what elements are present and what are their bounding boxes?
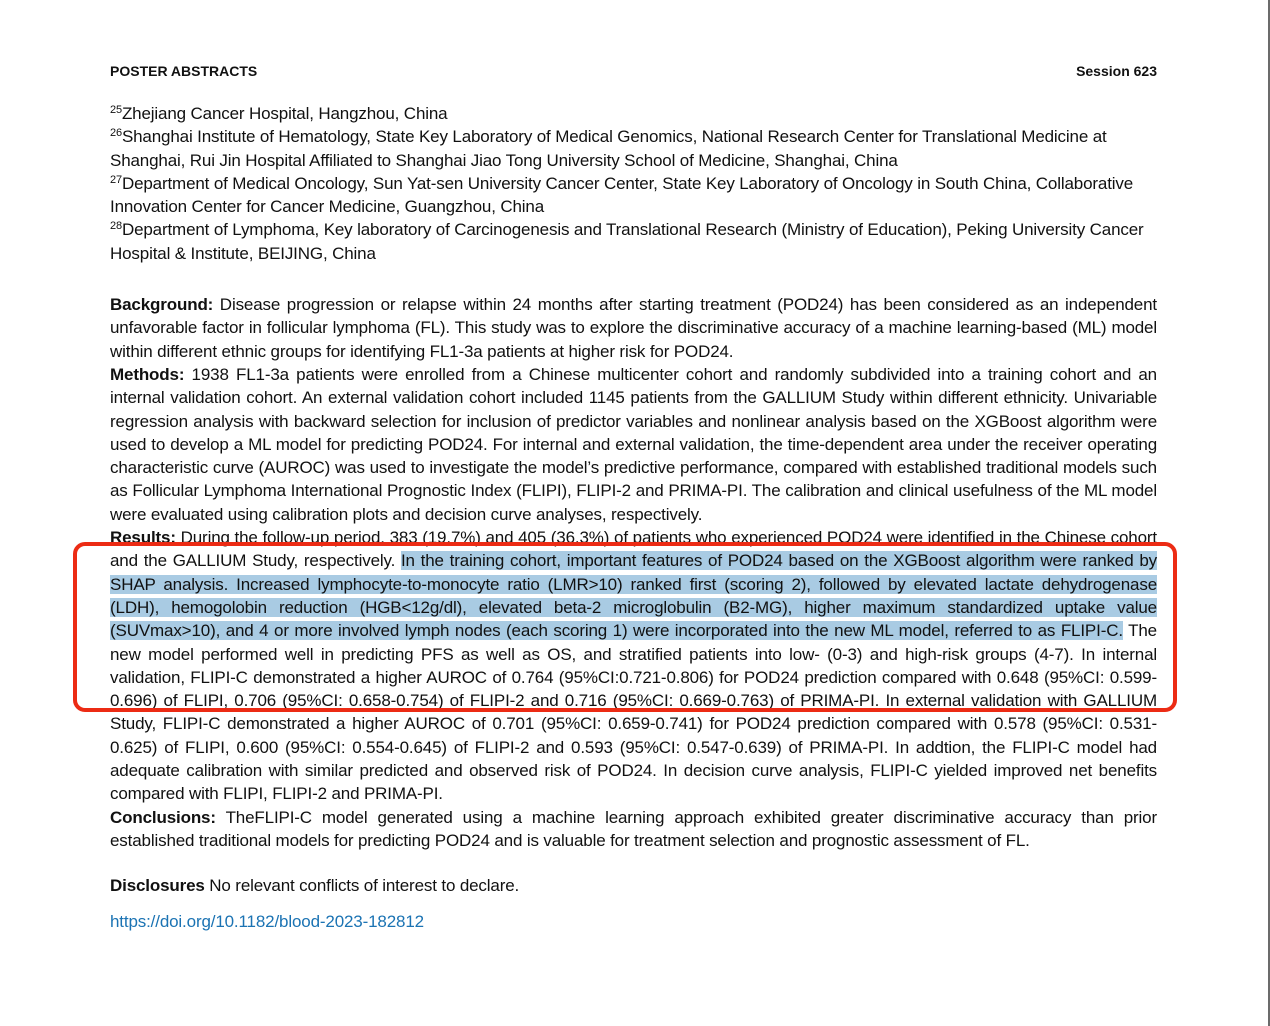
background-paragraph bbox=[110, 293, 1157, 363]
section-title: POSTER ABSTRACTS bbox=[110, 63, 258, 79]
affiliation-text[interactable]: Department of Medical Oncology, Sun Yat-sen University Cancer Center, State Key Laboratory of Oncology in South China, Collaborative Innovation Center for Cancer Medicine, Guangzhou, China bbox=[110, 173, 1134, 217]
doi-line bbox=[110, 910, 1157, 933]
results-text-after[interactable]: The new model performed well in predicting PFS as well as OS, and stratified patients into low- (0-3) and high-risk groups (4-7). In internal validation, FLIPI-C demonstrated a higher AUROC of 0.764 (95%CI:0.721-0.806) for POD24 prediction compared with 0.648 (95%CI: 0.599-0.696) of FLIPI, 0.706 (95%CI: 0.658-0.754) of FLIPI-2 and 0.716 (95%CI: 0.669-0.763) of PRIMA-PI. In external validation with GALLIUM Study, FLIPI-C demonstrated a higher AUROC of 0.701 (95%CI: 0.659-0.741) for POD24 prediction compared with 0.578 (95%CI: 0.531-0.625) of FLIPI, 0.600 (95%CI: 0.554-0.645) of FLIPI-2 and 0.593 (95%CI: 0.547-0.639) of PRIMA-PI. In addtion, the FLIPI-C model had adequate calibration with similar predicted and observed risk of POD24. In decision curve analysis, FLIPI-C yielded improved net benefits compared with FLIPI, FLIPI-2 and PRIMA-PI. bbox=[110, 621, 1157, 804]
affiliation-item bbox=[110, 102, 1157, 125]
affiliation-number: 26 bbox=[110, 127, 122, 140]
session-label: Session 623 bbox=[1076, 63, 1157, 79]
background-text[interactable]: Disease progression or relapse within 24 months after starting treatment (POD24) has been considered as an independent unfavorable factor in follicular lymphoma (FL). This study was to explore the discriminative accuracy of a machine learning-based (ML) model within different ethnic groups for identifying FL1-3a patients at higher risk for POD24. bbox=[110, 295, 1157, 361]
background-label: Background: bbox=[110, 295, 214, 315]
results-label: Results: bbox=[110, 528, 176, 548]
abstract-body bbox=[110, 293, 1157, 852]
affiliation-text[interactable]: Shanghai Institute of Hematology, State Key Laboratory of Medical Genomics, National Research Center for Translational Medicine at Shanghai, Rui Jin Hospital Affiliated to Shanghai Jiao Tong University School of Medicine, Shanghai, China bbox=[110, 127, 1107, 170]
affiliation-number: 27 bbox=[110, 173, 122, 186]
affiliation-text[interactable]: Department of Lymphoma, Key laboratory of Carcinogenesis and Translational Research (Ministry of Education), Peking University Cancer Hospital & Institute, BEIJING, China bbox=[110, 220, 1144, 263]
conclusions-text[interactable]: TheFLIPI-C model generated using a machine learning approach exhibited greater discriminative accuracy than prior established traditional models for predicting POD24 and is valuable for treatment selection and prognostic assessment of FL. bbox=[110, 807, 1157, 850]
methods-paragraph bbox=[110, 363, 1157, 526]
conclusions-paragraph bbox=[110, 806, 1157, 853]
disclosures-text: No relevant conflicts of interest to declare. bbox=[204, 876, 520, 896]
affiliation-text[interactable]: Zhejiang Cancer Hospital, Hangzhou, China bbox=[121, 104, 448, 123]
affiliations-list bbox=[110, 102, 1157, 265]
results-paragraph bbox=[110, 526, 1157, 806]
affiliation-number: 25 bbox=[110, 104, 122, 116]
methods-text[interactable]: 1938 FL1-3a patients were enrolled from a Chinese multicenter cohort and randomly subdivided into a training cohort and an internal validation cohort. An external validation cohort included 1145 patients from the GALLIUM Study within different ethnicity. Univariable regression analysis with backward selection for inclusion of predictor variables and nonlinear analysis based on the XGBoost algorithm were used to develop a ML model for predicting POD24. For internal and external validation, the time-dependent area under the receiver operating characteristic curve (AUROC) was used to investigate the model’s predictive performance, compared with established traditional models such as Follicular Lymphoma International Prognostic Index (FLIPI), FLIPI-2 and PRIMA-PI. The calibration and clinical usefulness of the ML model were evaluated using calibration plots and decision curve analyses, respectively. bbox=[110, 364, 1157, 524]
disclosures-label: Disclosures bbox=[110, 876, 205, 896]
methods-label: Methods: bbox=[110, 364, 185, 384]
affiliation-item bbox=[110, 218, 1157, 265]
conclusions-label: Conclusions: bbox=[110, 807, 216, 827]
disclosures-line bbox=[110, 874, 1157, 897]
abstract-content bbox=[110, 102, 1157, 933]
affiliation-item bbox=[110, 172, 1157, 219]
affiliation-number: 28 bbox=[110, 220, 122, 233]
doi-link[interactable]: https://doi.org/10.1182/blood-2023-182812 bbox=[110, 911, 424, 931]
results-selected-text[interactable]: In the training cohort, important features of POD24 based on the XGBoost algorithm were ranked by SHAP analysis. Increased lymphocyte-to-monocyte ratio (LMR>10) ranked first (scoring 2), followed by elevated lactate dehydrogenase (LDH), hemogolobin reduction (HGB<12g/dl), elevated beta-2 microglobulin (B2-MG), higher maximum standardized uptake value (SUVmax>10), and 4 or more involved lymph nodes (each scoring 1) were incorporated into the new ML model, referred to as FLIPI-C. bbox=[110, 551, 1157, 641]
results-text-before[interactable]: During the follow-up period, 383 (19.7%) and 405 (36.3%) of patients who experienced POD24 were identified in the Chinese cohort and the GALLIUM Study, respectively. bbox=[110, 528, 1157, 571]
affiliation-item bbox=[110, 125, 1157, 172]
